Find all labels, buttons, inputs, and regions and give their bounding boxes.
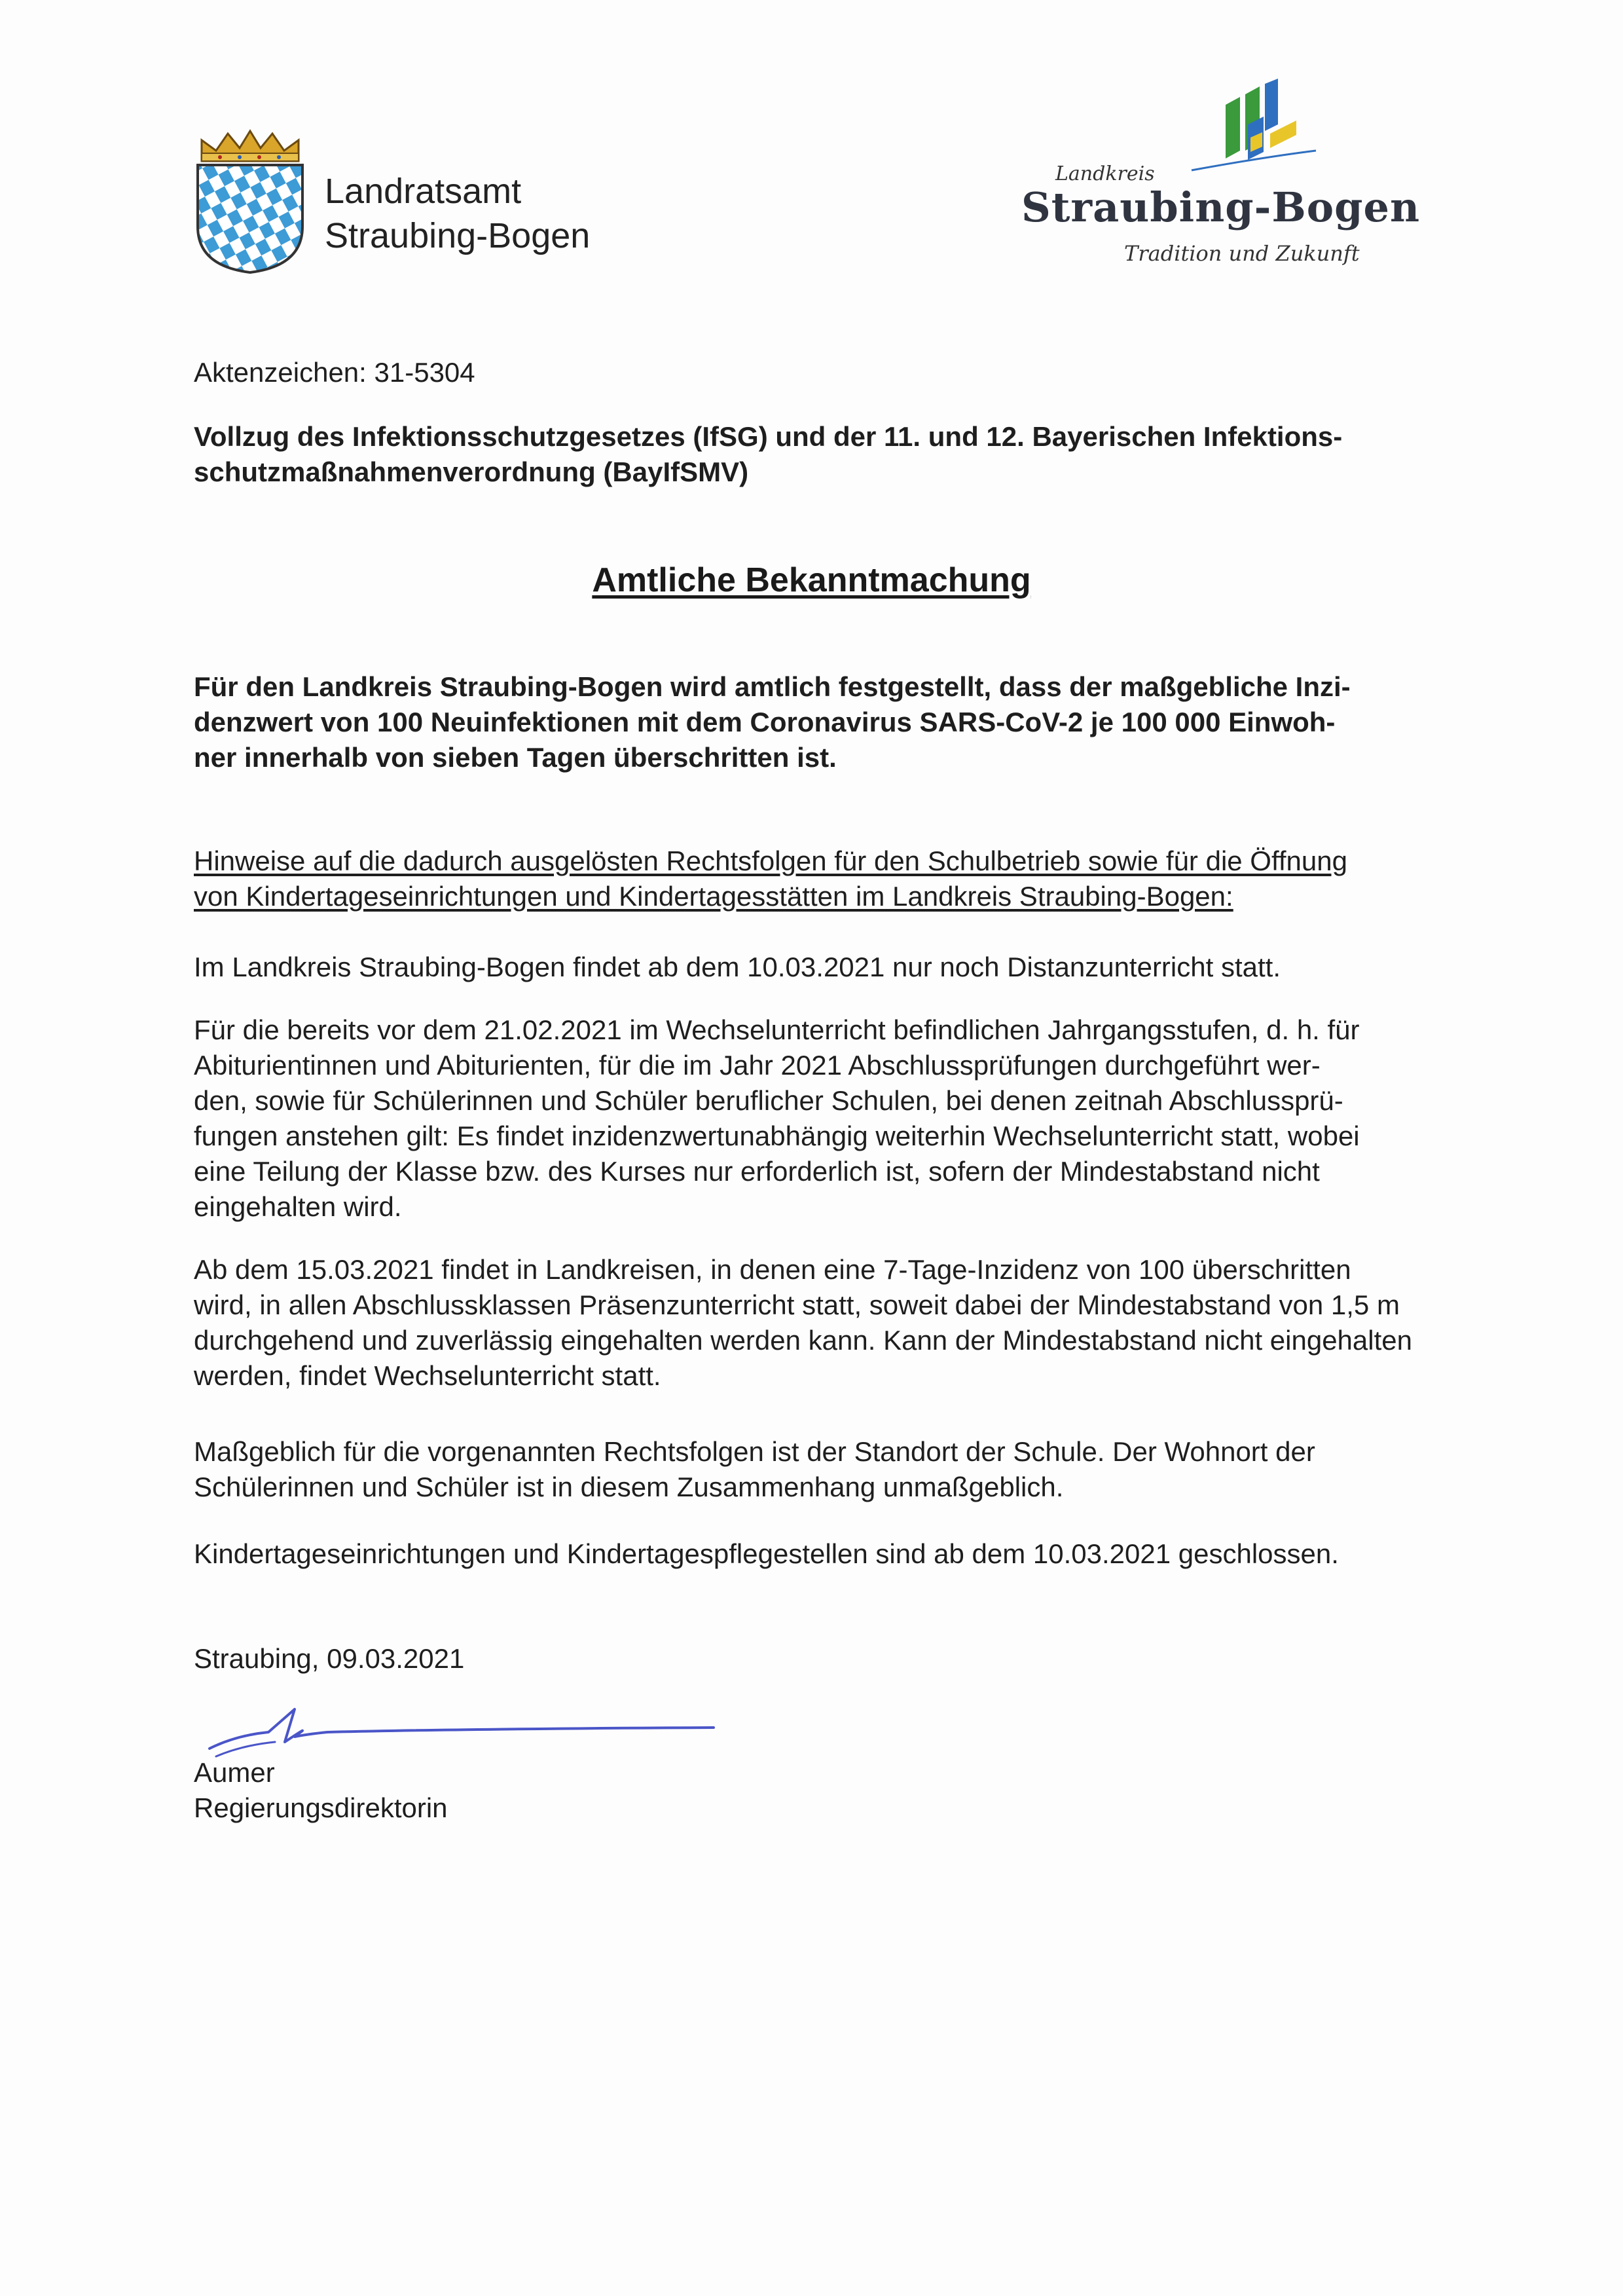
subject-line: schutzmaßnahmenverordnung (BayIfSMV) [194, 456, 749, 487]
determination-line: denzwert von 100 Neuinfektionen mit dem Coronavirus SARS-CoV-2 je 100 000 Einwoh- [194, 707, 1336, 737]
paragraph-line: fungen anstehen gilt: Es findet inzidenzwertunabhängig weiterhin Wechselunterricht statt, wobei [194, 1120, 1360, 1151]
notice-heading-text: Amtliche Bekanntmachung [592, 561, 1031, 599]
paragraph-line: werden, findet Wechselunterricht statt. [194, 1360, 661, 1391]
paragraph-alternating-classes [194, 1012, 1470, 1225]
district-logo-tagline: Tradition und Zukunft [1124, 241, 1360, 266]
district-logo-name: Straubing-Bogen [1021, 183, 1421, 231]
notice-heading [0, 561, 1623, 600]
notice-line: von Kindertageseinrichtungen und Kindertagesstätten im Landkreis Straubing-Bogen: [194, 881, 1233, 912]
bavarian-coat-of-arms-icon [194, 128, 306, 275]
signer-title: Regierungsdirektorin [194, 1792, 448, 1823]
paragraph-daycare-closure [194, 1536, 1470, 1572]
paragraph-line: Abiturientinnen und Abiturienten, für die im Jahr 2021 Abschlussprüfungen durchgeführt wer- [194, 1050, 1321, 1081]
district-logo [1021, 79, 1421, 275]
notice-line: Hinweise auf die dadurch ausgelösten Rechtsfolgen für den Schulbetrieb sowie für die Öffnung [194, 845, 1347, 876]
paragraph-line: den, sowie für Schülerinnen und Schüler beruflicher Schulen, bei denen zeitnah Abschlussprü- [194, 1085, 1343, 1116]
paragraph-line: Kindertageseinrichtungen und Kindertagespflegestellen sind ab dem 10.03.2021 geschlossen. [194, 1538, 1339, 1569]
determination [194, 669, 1470, 775]
place-and-date: Straubing, 09.03.2021 [194, 1643, 465, 1674]
determination-line: ner innerhalb von sieben Tagen überschritten ist. [194, 742, 837, 773]
paragraph-line: Maßgeblich für die vorgenannten Rechtsfolgen ist der Standort der Schule. Der Wohnort der [194, 1436, 1315, 1467]
paragraph-line: wird, in allen Abschlussklassen Präsenzunterricht statt, soweit dabei der Mindestabstand von 1,5 m [194, 1289, 1400, 1320]
reference-number: Aktenzeichen: 31-5304 [194, 357, 475, 388]
paragraph-line: Schülerinnen und Schüler ist in diesem Zusammenhang unmaßgeblich. [194, 1472, 1064, 1502]
paragraph-line: Im Landkreis Straubing-Bogen findet ab dem 10.03.2021 nur noch Distanzunterricht statt. [194, 952, 1281, 982]
paragraph-line: Ab dem 15.03.2021 findet in Landkreisen, in denen eine 7-Tage-Inzidenz von 100 überschritten [194, 1254, 1351, 1285]
office-name [325, 169, 590, 258]
subject [194, 419, 1470, 490]
district-logo-mark-icon [1185, 79, 1329, 177]
office-name-line: Landratsamt [325, 172, 522, 211]
signer-name: Aumer [194, 1757, 275, 1788]
signer-block [194, 1755, 1470, 1826]
paragraph-line: durchgehend und zuverlässig eingehalten werden kann. Kann der Mindestabstand nicht eingehalten [194, 1325, 1412, 1356]
paragraph-line: Für die bereits vor dem 21.02.2021 im Wechselunterricht befindlichen Jahrgangsstufen, d. h. für [194, 1014, 1360, 1045]
district-logo-small-text: Landkreis [1055, 162, 1155, 185]
office-name-line: Straubing-Bogen [325, 216, 591, 255]
legal-consequences-notice [194, 843, 1470, 914]
subject-line: Vollzug des Infektionsschutzgesetzes (IfSG) und der 11. und 12. Bayerischen Infektions- [194, 421, 1343, 452]
paragraph-final-classes [194, 1252, 1470, 1394]
determination-line: Für den Landkreis Straubing-Bogen wird amtlich festgestellt, dass der maßgebliche Inzi- [194, 671, 1351, 702]
paragraph-distance-learning [194, 950, 1470, 985]
paragraph-line: eingehalten wird. [194, 1191, 402, 1222]
paragraph-line: eine Teilung der Klasse bzw. des Kurses nur erforderlich ist, sofern der Mindestabstand nicht [194, 1156, 1320, 1187]
paragraph-school-location [194, 1434, 1470, 1505]
